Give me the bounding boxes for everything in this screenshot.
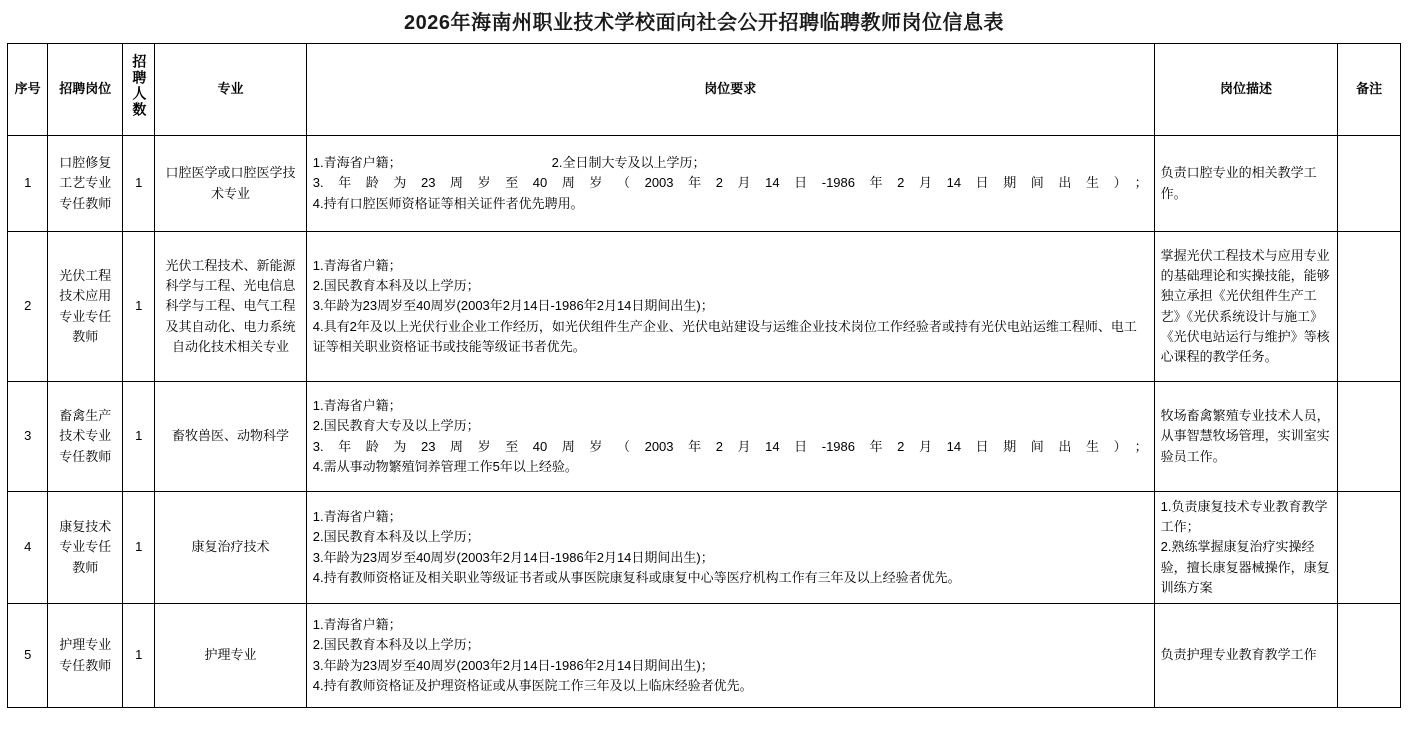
- cell-description: 牧场畜禽繁殖专业技术人员，从事智慧牧场管理，实训室实验员工作。: [1154, 382, 1338, 492]
- cell-description: 负责护理专业教育教学工作: [1154, 604, 1338, 708]
- cell-num: 1: [123, 232, 155, 382]
- table-row: [8, 136, 1401, 232]
- requirement-line: 3.年龄为23周岁至40周岁(2003年2月14日-1986年2月14日期间出生)；: [312, 549, 714, 565]
- job-information-table: [7, 43, 1401, 708]
- table-header: [8, 44, 1401, 136]
- table-row: [8, 382, 1401, 492]
- requirement-line: 4.需从事动物繁殖饲养管理工作5年以上经验。: [312, 458, 578, 474]
- requirement-line: 1.青海省户籍；: [312, 258, 402, 274]
- cell-major: 光伏工程技术、新能源科学与工程、光电信息科学与工程、电气工程及其自动化、电力系统自动化技术相关专业: [155, 232, 306, 382]
- cell-major: 护理专业: [155, 604, 306, 708]
- cell-seq: 1: [8, 136, 48, 232]
- cell-num: 1: [123, 382, 155, 492]
- requirement-line: 4.具有2年及以上光伏行业企业工作经历，如光伏组件生产企业、光伏电站建设与运维企业技术岗位工作经验者或持有光伏电站运维工程师、电工证等相关职业资格证书或技能等级证书者优先。: [312, 318, 1137, 354]
- column-header-requirements: [306, 44, 1154, 136]
- cell-major: 口腔医学或口腔医学技术专业: [155, 136, 306, 232]
- requirement-line: 4.持有口腔医师资格证等相关证件者优先聘用。: [312, 195, 584, 211]
- page-title: 2026年海南州职业技术学校面向社会公开招聘临聘教师岗位信息表: [404, 12, 1004, 34]
- requirement-line: 1.青海省户籍；: [312, 398, 402, 414]
- requirement-line: 1.青海省户籍； 2.全日制大专及以上学历；: [312, 155, 706, 171]
- requirement-line: 4.持有教师资格证及护理资格证或从事医院工作三年及以上临床经验者优先。: [312, 677, 753, 693]
- requirement-line: 2.国民教育大专及以上学历；: [312, 418, 480, 434]
- cell-note: [1338, 492, 1401, 604]
- table-row: [8, 492, 1401, 604]
- column-header-major-label: 专业: [217, 81, 244, 97]
- column-header-seq-label: 序号: [14, 81, 41, 97]
- requirement-line: 1.青海省户籍；: [312, 617, 402, 633]
- cell-seq: 4: [8, 492, 48, 604]
- cell-note: [1338, 604, 1401, 708]
- cell-num: 1: [123, 492, 155, 604]
- cell-seq: 5: [8, 604, 48, 708]
- column-header-description: [1154, 44, 1338, 136]
- requirement-line: 2.国民教育本科及以上学历；: [312, 278, 480, 294]
- cell-num: 1: [123, 604, 155, 708]
- cell-post: 畜禽生产技术专业专任教师: [48, 382, 123, 492]
- cell-description: 掌握光伏工程技术与应用专业的基础理论和实操技能，能够独立承担《光伏组件生产工艺》《光伏系统设计与施工》《光伏电站运行与维护》等核心课程的教学任务。: [1154, 232, 1338, 382]
- cell-note: [1338, 382, 1401, 492]
- cell-num: 1: [123, 136, 155, 232]
- cell-requirements: [306, 232, 1154, 382]
- column-header-seq: [8, 44, 48, 136]
- cell-seq: 2: [8, 232, 48, 382]
- table-body: [8, 136, 1401, 708]
- table-row: [8, 232, 1401, 382]
- column-header-note: [1338, 44, 1401, 136]
- requirement-line: 3.年龄为23周岁至40周岁(2003年2月14日-1986年2月14日期间出生)；: [312, 657, 714, 673]
- column-header-note-label: 备注: [1356, 81, 1383, 97]
- description-line: 1.负责康复技术专业教育教学工作；: [1160, 499, 1328, 535]
- requirement-line: 3.年龄为23周岁至40周岁（2003年2月14日-1986年2月14日期间出生）；: [312, 438, 1148, 454]
- column-header-post-label: 招聘岗位: [59, 81, 112, 97]
- cell-seq: 3: [8, 382, 48, 492]
- requirement-line: 3.年龄为23周岁至40周岁(2003年2月14日-1986年2月14日期间出生)；: [312, 298, 714, 314]
- column-header-num-label: 招聘人数: [131, 54, 148, 119]
- table-header-row: [8, 44, 1401, 136]
- cell-requirements: [306, 492, 1154, 604]
- cell-requirements: [306, 136, 1154, 232]
- requirement-line: 2.国民教育本科及以上学历；: [312, 637, 480, 653]
- cell-requirements: [306, 604, 1154, 708]
- requirement-line: 2.国民教育本科及以上学历；: [312, 529, 480, 545]
- cell-post: 护理专业专任教师: [48, 604, 123, 708]
- table-row: [8, 604, 1401, 708]
- column-header-num: [123, 44, 155, 136]
- cell-description: [1154, 492, 1338, 604]
- column-header-description-label: 岗位描述: [1220, 81, 1273, 97]
- column-header-major: [155, 44, 306, 136]
- requirement-line: 1.青海省户籍；: [312, 509, 402, 525]
- requirement-line: 3.年龄为23周岁至40周岁（2003年2月14日-1986年2月14日期间出生）；: [312, 175, 1148, 191]
- cell-note: [1338, 232, 1401, 382]
- column-header-post: [48, 44, 123, 136]
- cell-post: 口腔修复工艺专业专任教师: [48, 136, 123, 232]
- cell-description: 负责口腔专业的相关教学工作。: [1154, 136, 1338, 232]
- cell-post: 康复技术专业专任教师: [48, 492, 123, 604]
- cell-major: 康复治疗技术: [155, 492, 306, 604]
- cell-major: 畜牧兽医、动物科学: [155, 382, 306, 492]
- column-header-requirements-label: 岗位要求: [704, 81, 757, 97]
- description-line: 2.熟练掌握康复治疗实操经验，擅长康复器械操作，康复训练方案: [1160, 539, 1330, 595]
- requirement-line: 4.持有教师资格证及相关职业等级证书者或从事医院康复科或康复中心等医疗机构工作有三年及以上经验者优先。: [312, 569, 961, 585]
- cell-note: [1338, 136, 1401, 232]
- cell-requirements: [306, 382, 1154, 492]
- cell-post: 光伏工程技术应用专业专任教师: [48, 232, 123, 382]
